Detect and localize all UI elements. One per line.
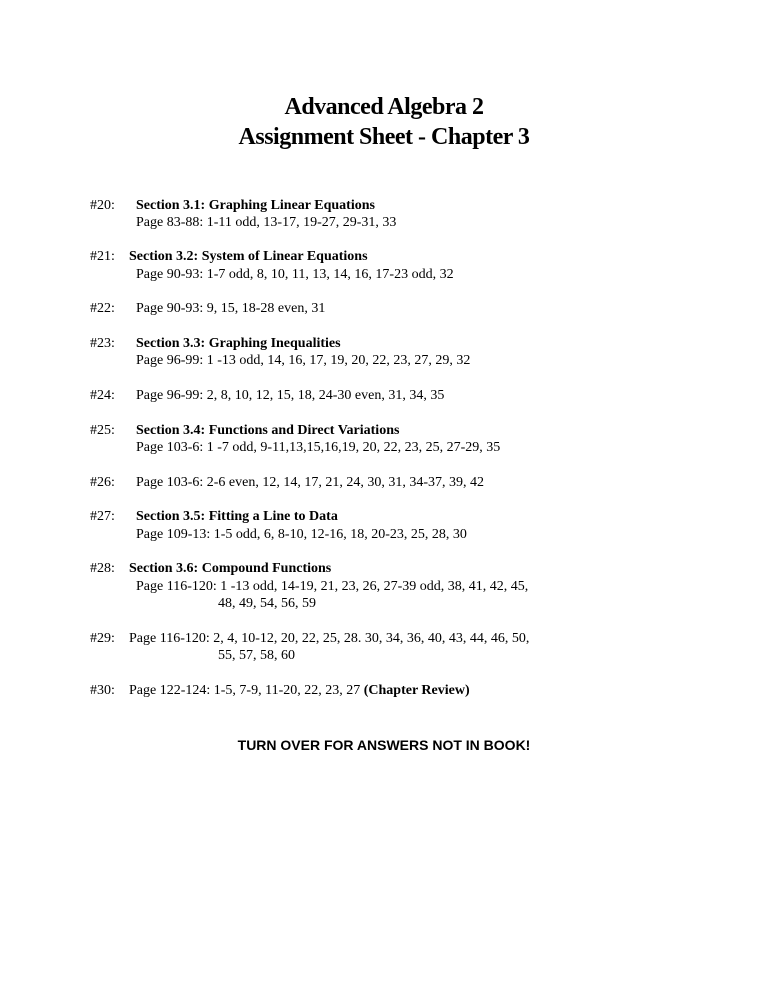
page-range: Page 122-124: 1-5, 7-9, 11-20, 22, 23, 27 (129, 683, 361, 698)
section-heading: Section 3.2: System of Linear Equations (129, 249, 368, 264)
page-range: Page 109-13: 1-5 odd, 6, 8-10, 12-16, 18, 20-23, 25, 28, 30 (136, 527, 467, 542)
page-range: Page 83-88: 1-11 odd, 13-17, 19-27, 29-31, 33 (136, 215, 397, 230)
page-range: Page 96-99: 1 -13 odd, 14, 16, 17, 19, 20, 22, 23, 27, 29, 32 (136, 353, 471, 368)
section-heading: Section 3.6: Compound Functions (129, 561, 332, 576)
document-subtitle: Assignment Sheet - Chapter 3 (238, 124, 530, 150)
assignment-number: #26: (90, 475, 115, 490)
page-range: Page 116-120: 1 -13 odd, 14-19, 21, 23, 26, 27-39 odd, 38, 41, 42, 45, (136, 579, 529, 594)
assignment-number: #30: (90, 683, 115, 698)
page-range: Page 90-93: 1-7 odd, 8, 10, 11, 13, 14, 16, 17-23 odd, 32 (136, 267, 454, 282)
assignment-number: #20: (90, 198, 115, 213)
assignment-number: #28: (90, 561, 115, 576)
document-title: Advanced Algebra 2 (284, 94, 484, 120)
page-range-continued: 55, 57, 58, 60 (218, 648, 295, 663)
page-range: Page 90-93: 9, 15, 18-28 even, 31 (136, 301, 326, 316)
assignment-number: #21: (90, 249, 115, 264)
section-heading: Section 3.4: Functions and Direct Variations (136, 423, 400, 438)
section-heading: Section 3.1: Graphing Linear Equations (136, 198, 375, 213)
page-range: Page 103-6: 1 -7 odd, 9-11,13,15,16,19, 20, 22, 23, 25, 27-29, 35 (136, 440, 501, 455)
page-range-continued: 48, 49, 54, 56, 59 (218, 596, 316, 611)
section-heading: Section 3.5: Fitting a Line to Data (136, 509, 338, 524)
assignment-number: #23: (90, 336, 115, 351)
page-range-row (129, 682, 470, 699)
page-range: Page 116-120: 2, 4, 10-12, 20, 22, 25, 28. 30, 34, 36, 40, 43, 44, 46, 50, (129, 631, 530, 646)
section-heading: Section 3.3: Graphing Inequalities (136, 336, 341, 351)
page-range: Page 96-99: 2, 8, 10, 12, 15, 18, 24-30 even, 31, 34, 35 (136, 388, 445, 403)
chapter-review-note: (Chapter Review) (363, 683, 470, 698)
assignment-number: #25: (90, 423, 115, 438)
footer-notice: TURN OVER FOR ANSWERS NOT IN BOOK! (237, 737, 531, 753)
assignment-number: #27: (90, 509, 115, 524)
assignment-number: #22: (90, 301, 115, 316)
assignment-number: #29: (90, 631, 115, 646)
assignment-number: #24: (90, 388, 115, 403)
page-range: Page 103-6: 2-6 even, 12, 14, 17, 21, 24, 30, 31, 34-37, 39, 42 (136, 475, 485, 490)
